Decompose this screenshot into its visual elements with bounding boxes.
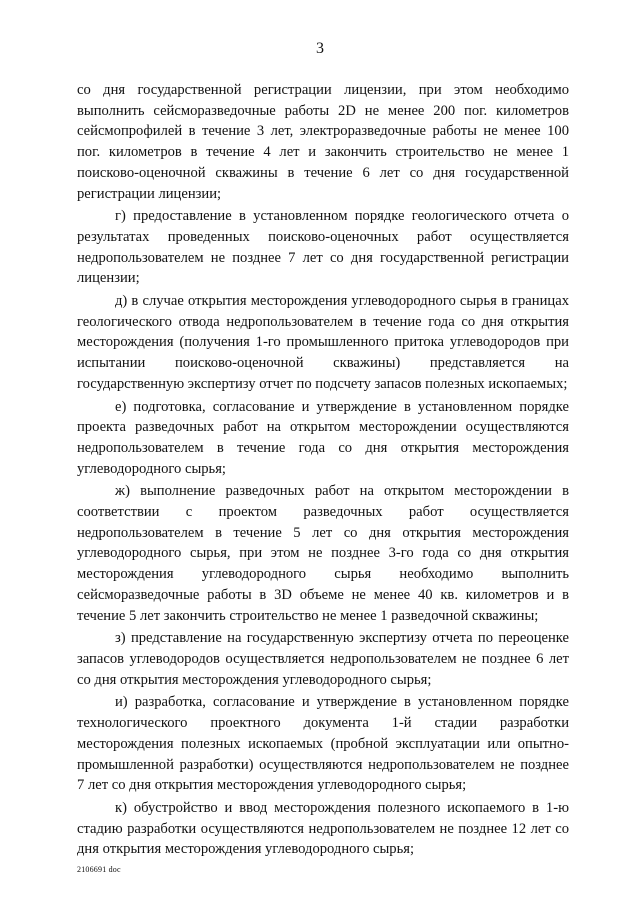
- paragraph-item-z: з) представление на государственную экспертизу отчета по переоценке запасов углеводородов осуществляется недропользователем не позднее 6 лет со дня открытия месторождения углеводородного сырья;: [77, 630, 569, 688]
- page-number: 3: [316, 40, 324, 57]
- paragraph-item-k: к) обустройство и ввод месторождения полезного ископаемого в 1-ю стадию разработки осуществляются недропользователем не позднее 12 лет со дня открытия месторождения углеводородного сырья;: [77, 799, 569, 858]
- paragraph-item-zh: ж) выполнение разведочных работ на открытом месторождении в соответствии с проектом разведочных работ осуществляется недропользователем в течение 5 лет со дня открытия месторождения углеводородного сырья, при этом не позднее 3-го года со дня открытия месторождения углеводородного сырья необходимо выполнить сейсморазведочные работы в 3D объеме не менее 40 кв. километров и в течение 5 лет закончить строительство не менее 1 разведочной скважины;: [77, 483, 569, 624]
- paragraph-continuation: со дня государственной регистрации лицензии, при этом необходимо выполнить сейсморазведочные работы 2D не менее 200 пог. километров сейсмопрофилей в течение 3 лет, электроразведочные работы не менее 100 пог. километров в течение 4 лет и закончить строительство не менее 1 поисково-оценочной скважины в течение 6 лет со дня государственной регистрации лицензии;: [77, 82, 569, 202]
- document-body: [77, 80, 569, 862]
- paragraph-item-g: г) предоставление в установленном порядке геологического отчета о результатах проведенных поисково-оценочных работ осуществляется недропользователем не позднее 7 лет со дня государственной регистрации лицензии;: [77, 208, 569, 287]
- paragraph-item-d: д) в случае открытия месторождения углеводородного сырья в границах геологического отвода недропользователем в течение года со дня открытия месторождения (получения 1-го промышленного притока углеводородов при испытании поисково-оценочной скважины) представляется на государственную экспертизу отчет по подсчету запасов полезных ископаемых;: [77, 293, 569, 392]
- footer-document-code: 2106691 doc: [77, 865, 121, 874]
- paragraph-item-e: е) подготовка, согласование и утверждение в установленном порядке проекта разведочных работ на открытом месторождении осуществляются недропользователем в течение года со дня открытия месторождения углеводородного сырья;: [77, 398, 569, 477]
- paragraph-item-i: и) разработка, согласование и утверждение в установленном порядке технологического проектного документа 1-й стадии разработки месторождения полезных ископаемых (пробной эксплуатации или опытно-промышленной разработки) осуществляются недропользователем не позднее 7 лет со дня открытия месторождения углеводородного сырья;: [77, 694, 569, 794]
